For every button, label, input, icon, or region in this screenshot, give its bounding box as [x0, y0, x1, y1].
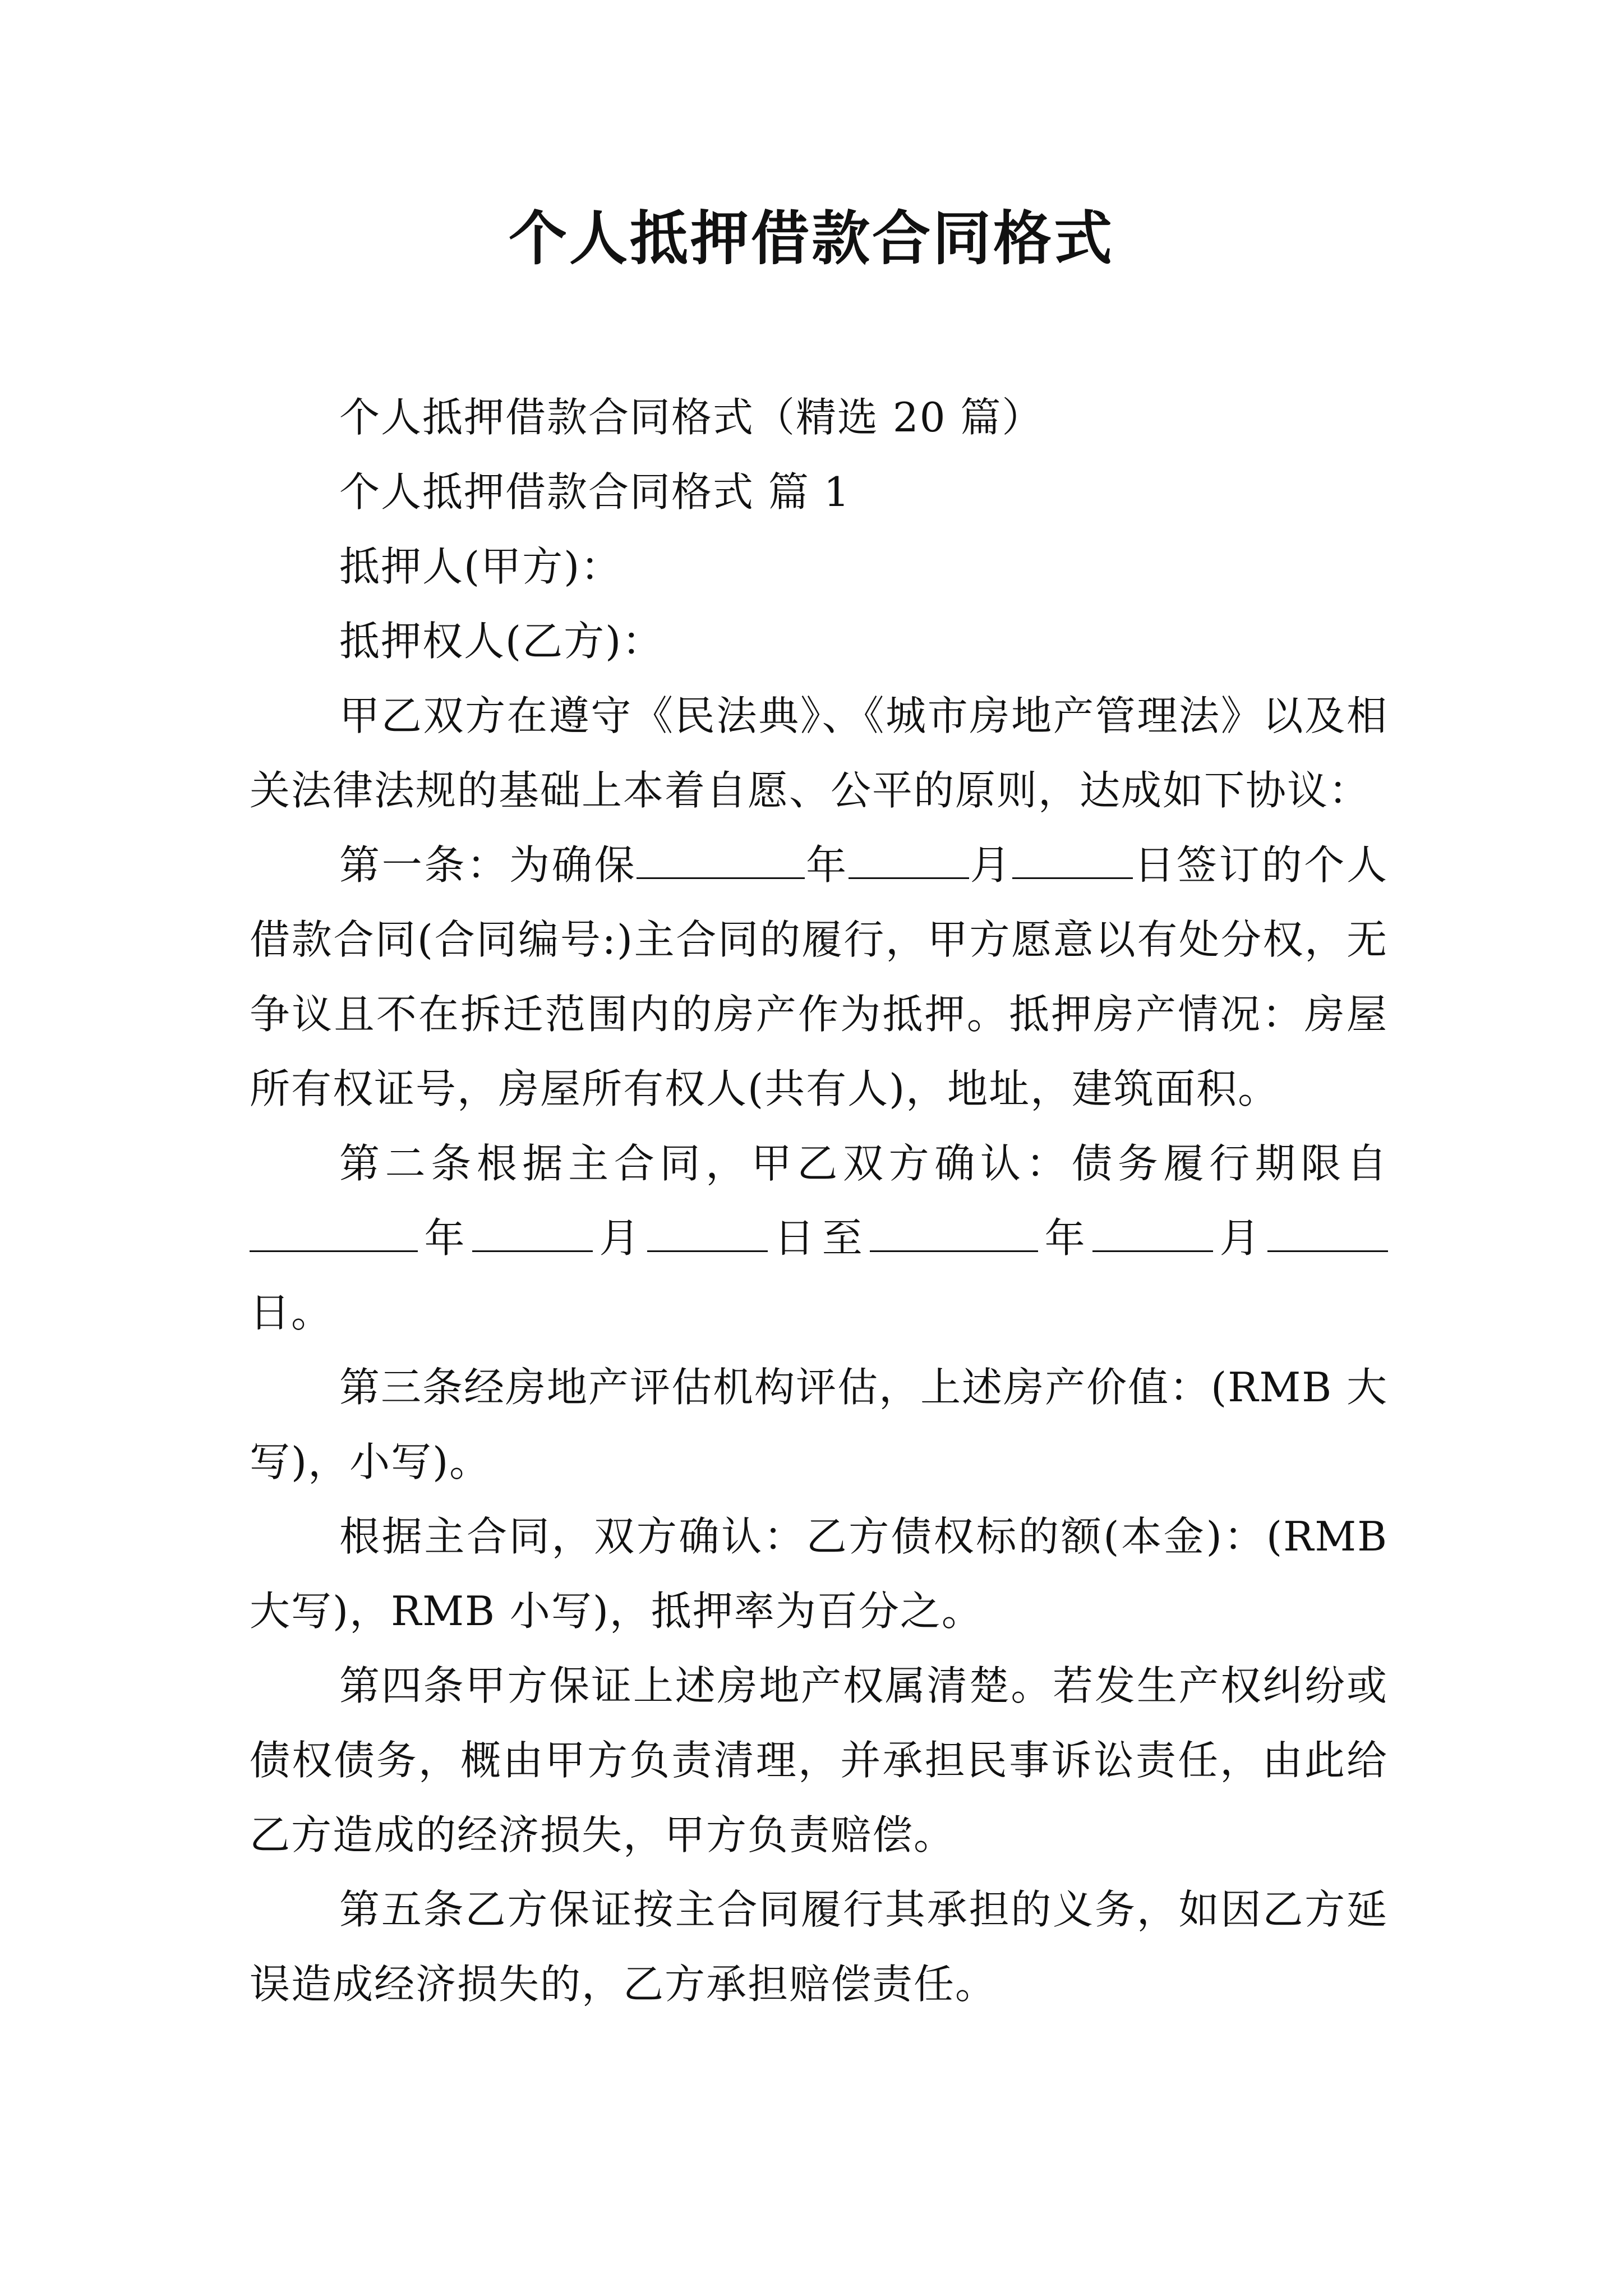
blank-year — [637, 836, 805, 879]
article-5-paragraph: 第五条乙方保证按主合同履行其承担的义务，如因乙方延误造成经济损失的，乙方承担赔偿责任。 — [250, 1886, 1388, 2008]
article-3-paragraph: 第三条经房地产评估机构评估，上述房产价值：(RMB 大写)，小写)。 — [250, 1364, 1388, 1485]
blank-start-month — [472, 1209, 593, 1252]
blank-start-day — [647, 1209, 768, 1252]
document-title: 个人抵押借款合同格式 — [508, 204, 1114, 273]
document-body — [250, 380, 1388, 2022]
article-2-text-b: 年 — [418, 1214, 472, 1262]
blank-start-year — [250, 1209, 418, 1252]
article-1-text-d: 日签订的个人借款合同(合同编号:)主合同的履行，甲方愿意以有处分权，无争议且不在拆迁范围内的房产作为抵押。抵押房产情况：房屋所有权证号，房屋所有权人(共有人)，地址，建筑面积。 — [250, 841, 1388, 1112]
blank-month — [849, 836, 969, 879]
article-2-text-a: 第二条根据主合同，甲乙双方确认：债务履行期限自 — [339, 1140, 1388, 1187]
article-4-paragraph: 第四条甲方保证上述房地产权属清楚。若发生产权纠纷或债权债务，概由甲方负责清理，并承担民事诉讼责任，由此给乙方造成的经济损失，甲方负责赔偿。 — [250, 1662, 1388, 1858]
blank-end-month — [1092, 1209, 1213, 1252]
preamble-paragraph: 甲乙双方在遵守《民法典》、《城市房地产管理法》以及相关法律法规的基础上本着自愿、公平的原则，达成如下协议： — [250, 692, 1388, 814]
party-a-line: 抵押人(甲方)： — [339, 543, 623, 590]
article-1-text-b: 年 — [805, 841, 849, 889]
blank-day — [1012, 836, 1133, 879]
subtitle-line: 个人抵押借款合同格式（精选 20 篇） — [339, 394, 1044, 441]
article-2-paragraph — [250, 1126, 1388, 1350]
article-2-text-e: 年 — [1038, 1214, 1093, 1262]
article-1-text-a: 第一条：为确保 — [339, 841, 637, 889]
article-2-text-c: 月 — [592, 1214, 647, 1262]
article-2-text-d: 日至 — [767, 1214, 870, 1262]
article-1-text-c: 月 — [969, 841, 1013, 889]
blank-end-year — [870, 1209, 1038, 1252]
article-1-paragraph — [250, 828, 1388, 1126]
blank-end-day — [1267, 1209, 1388, 1252]
principal-paragraph: 根据主合同，双方确认：乙方债权标的额(本金)：(RMB 大写)，RMB 小写)，抵押率为百分之。 — [250, 1513, 1388, 1635]
section-heading: 个人抵押借款合同格式 篇 1 — [339, 468, 851, 516]
party-b-line: 抵押权人(乙方)： — [339, 618, 664, 665]
article-2-text-f: 月 — [1213, 1214, 1267, 1262]
article-2-text-g: 日。 — [250, 1289, 333, 1336]
